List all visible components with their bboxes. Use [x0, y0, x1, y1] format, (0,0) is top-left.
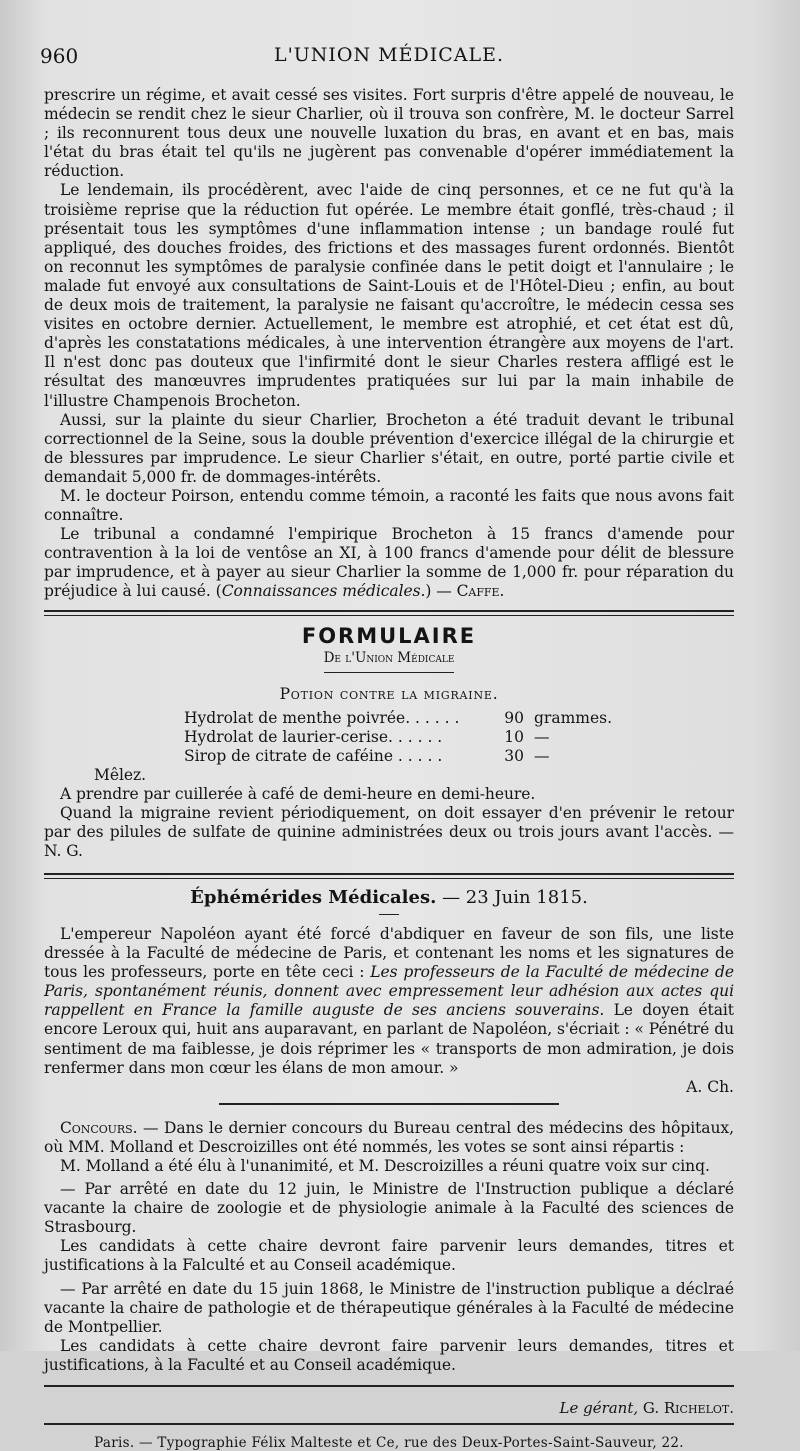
running-header — [40, 40, 734, 74]
page-number: 960 — [40, 44, 79, 68]
concours-text: — Dans le dernier concours du Bureau central des médecins des hôpitaux, où MM. Molland et Descroizilles ont été nommés, les votes se sont ainsi répartis : — [44, 1118, 734, 1156]
ingredient-name: Hydrolat de laurier-cerise. . . . . . — [184, 727, 443, 746]
recipe-row — [184, 747, 604, 766]
concours-section — [44, 1119, 734, 1375]
printer-imprint: Paris. — Typographie Félix Malteste et Ce, rue des Deux-Portes-Saint-Sauveur, 22. — [94, 1434, 684, 1451]
concours-paragraph — [44, 1119, 734, 1157]
ingredient-qty: 10 — [504, 727, 524, 746]
section-divider — [44, 873, 734, 879]
article-author: Caffe. — [456, 582, 505, 601]
verdict-end: ) — — [425, 582, 457, 601]
mix-instruction: Mêlez. — [94, 765, 146, 784]
ingredient-qty: 30 — [504, 746, 524, 765]
article-body — [44, 86, 734, 602]
concours-paragraph: Les candidats à cette chaire devront faire parvenir leurs demandes, titres et justifications à la Falculté et au Conseil académique. — [44, 1237, 734, 1275]
recipe-row — [184, 708, 613, 728]
ephemerides-text: L'empereur Napoléon ayant été forcé d'abdiquer en faveur de son fils, une liste dressée à la Faculté de médecine de Paris, et contenant les noms et les signatures de tous les professeurs, porte en tête ceci : — [44, 925, 734, 982]
ingredient-unit: grammes. — [534, 708, 613, 727]
short-divider — [379, 914, 399, 915]
article-paragraph: prescrire un régime, et avait cessé ses visites. Fort surpris d'être appelé de nouveau, le médecin se rendit chez le sieur Charlier, où il trouva son confrère, M. le docteur Sarrel ; ils reconnurent tous deux une nouvelle luxation du bras, en avant et en bas, mais l'état du bras était tel qu'ils ne jugèrent pas convenable d'opérer immédiatement la réduction. — [44, 86, 734, 181]
article-paragraph: M. le docteur Poirson, entendu comme témoin, a raconté les faits que nous avons fait connaître. — [44, 486, 734, 525]
potion-title: Potion contre la migraine. — [279, 684, 499, 703]
short-divider — [324, 672, 454, 673]
ephemerides-text-end: Le doyen était encore Leroux qui, huit ans auparavant, en parlant de Napoléon, s'écriait : « Pénétré du sentiment de ma faiblesse, je dois réprimer les « transports de mon admiration, je dois renfermer dans mon cœur les élans de mon amour. » — [44, 1001, 734, 1077]
dosage-instruction: Quand la migraine revient périodiquement, on doit essayer d'en prévenir le retour par des pilules de sulfate de quinine administrées deux ou trois jours avant l'accès. — N. G. — [44, 803, 734, 860]
mid-divider — [219, 1103, 559, 1105]
concours-paragraph: Les candidats à cette chaire devront faire parvenir leurs demandes, titres et justifications, à la Faculté et au Conseil académique. — [44, 1336, 734, 1374]
footer-divider — [44, 1423, 734, 1425]
section-divider — [44, 610, 734, 616]
concours-paragraph: — Par arrêté en date du 12 juin, le Ministre de l'Instruction publique a déclaré vacante la chaire de zoologie et de physiologie animale à la Faculté des sciences de Strasbourg. — [44, 1180, 734, 1237]
ingredient-qty: 90 — [504, 708, 524, 727]
ephemerides-date: — 23 Juin 1815. — [436, 887, 588, 908]
article-paragraph: Le lendemain, ils procédèrent, avec l'aide de cinq personnes, et ce ne fut qu'à la troisième reprise que la réduction fut opérée. Le membre était gonflé, très-chaud ; il présentait tous les symptômes d'une inflammation intense ; un bandage roulé fut appliqué, des douches froides, des frictions et des massages furent ordonnés. Bientôt on reconnut les symptômes de paralysie confinée dans le petit doigt et l'annulaire ; le malade fut envoyé aux consultations de Saint-Louis et de l'Hôtel-Dieu ; enfin, au bout de deux mois de traitement, la paralysie ne faisant qu'accroître, le médecin cessa ses visites en octobre dernier. Actuellement, le membre est atrophié, et cet état est dû, d'après les constatations médicales, à une intervention étrangère aux moyens de l'art. Il n'est donc pas douteux que l'infirmité dont le sieur Charles restera affligé est le résultat des manœuvres imprudentes pratiquées sur lui par la main inhabile de l'illustre Champenois Brocheton. — [44, 181, 734, 410]
dosage-instruction: A prendre par cuillerée à café de demi-heure en demi-heure. — [60, 784, 536, 803]
ingredient-name: Hydrolat de menthe poivrée. . . . . . — [184, 708, 460, 727]
recipe-table — [184, 708, 613, 766]
ephemerides-heading: Éphémérides Médicales. — [190, 887, 437, 908]
ingredient-unit: — — [534, 746, 550, 765]
ephemerides-quote: Les professeurs de la Faculté de médecine de Paris, spontanément réunis, donnent avec empressement leur adhésion aux actes qui rappellent en France la famille auguste de ses anciens souverains. — [44, 963, 734, 1020]
concours-paragraph: M. Molland a été élu à l'unanimité, et M. Descroizilles a réuni quatre voix sur cinq. — [60, 1156, 710, 1175]
ingredient-unit: — — [534, 727, 550, 746]
gerant-line — [44, 1399, 734, 1417]
ephemerides-title — [44, 887, 734, 908]
source-citation: Connaissances médicales. — [221, 582, 426, 601]
footer-divider — [44, 1385, 734, 1387]
article-paragraph-verdict — [44, 525, 734, 601]
formulaire-title: FORMULAIRE — [301, 623, 477, 648]
article-paragraph: Aussi, sur la plainte du sieur Charlier, Brocheton a été traduit devant le tribunal correctionnel de la Seine, sous la double prévention d'exercice illégal de la chirurgie et de blessures par imprudence. Le sieur Charlier s'était, en outre, porté partie civile et demandait 5,000 fr. de dommages-intérêts. — [44, 410, 734, 486]
ingredient-name: Sirop de citrate de caféine . . . . . — [184, 746, 443, 765]
recipe-row — [184, 728, 604, 747]
ephemerides-signature: A. Ch. — [686, 1077, 734, 1096]
formulaire-section — [44, 624, 734, 861]
verdict-text: Le tribunal a condamné l'empirique Brocheton à 15 francs d'amende pour contravention à la loi de ventôse an XI, à 100 francs d'amende pour délit de blessure par imprudence, et à payer au sieur Charlier la somme de 1,000 fr. pour réparation du préjudice à lui causé. ( — [44, 525, 734, 601]
gerant-label: Le gérant, — [559, 1398, 639, 1417]
ephemerides-paragraph — [44, 925, 734, 1078]
ephemerides-section — [44, 887, 734, 1097]
gerant-name: G. Richelot. — [638, 1398, 734, 1417]
running-title: L'UNION MÉDICALE. — [273, 44, 505, 66]
concours-label: Concours. — [60, 1118, 138, 1137]
formulaire-subtitle: De l'Union Médicale — [323, 649, 455, 666]
concours-paragraph: — Par arrêté en date du 15 juin 1868, le Ministre de l'instruction publique a déclraé vacante la chaire de pathologie et de thérapeutique générales à la Faculté de médecine de Montpellier. — [44, 1279, 734, 1336]
